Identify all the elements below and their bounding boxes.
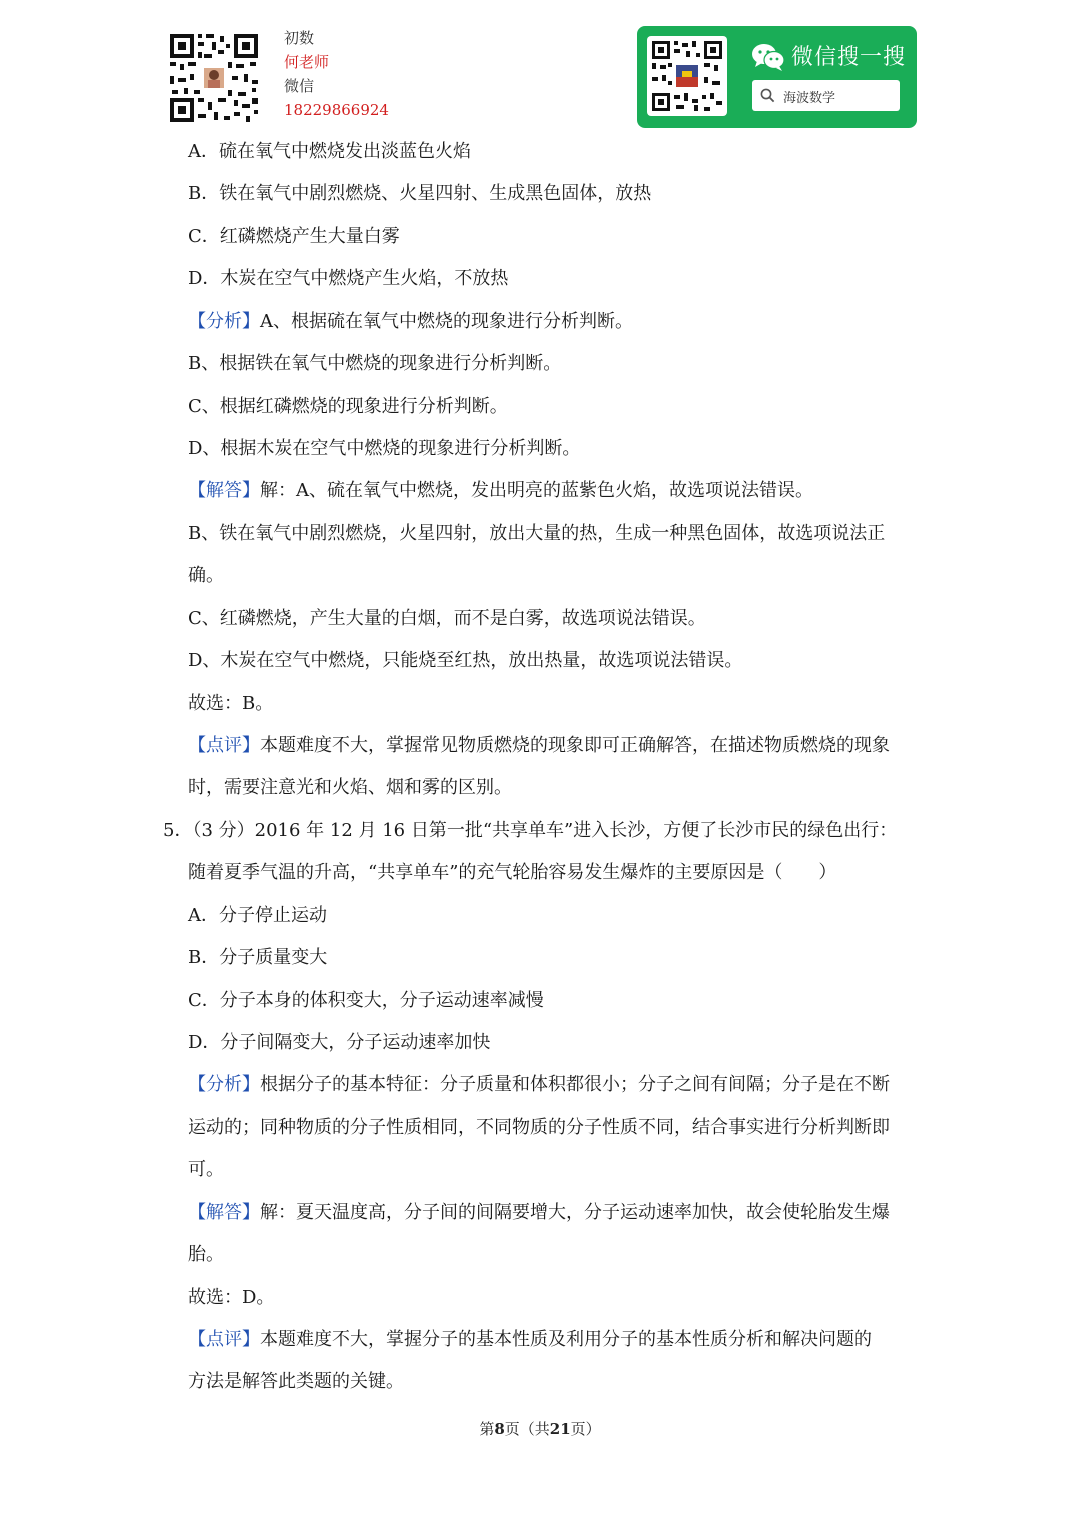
text-line <box>188 1158 224 1182</box>
text-line <box>188 989 544 1013</box>
text-line <box>188 1031 490 1055</box>
line-text: B、根据铁在氧气中燃烧的现象进行分析判断。 <box>188 353 562 374</box>
line-text: 故选：D。 <box>188 1287 275 1308</box>
section-tag: 【分析】 <box>188 1074 260 1095</box>
line-text: 解：夏天温度高，分子间的间隔要增大，分子运动速率加快，故会使轮胎发生爆 <box>260 1202 890 1223</box>
page-total: 21 <box>549 1420 571 1438</box>
line-text: C．红磷燃烧产生大量白雾 <box>188 226 400 247</box>
text-line <box>163 819 897 843</box>
text-line <box>188 649 742 673</box>
line-text: 确。 <box>188 565 224 586</box>
section-tag: 【点评】 <box>188 1329 260 1350</box>
text-line <box>188 946 327 970</box>
text-line <box>188 1116 890 1140</box>
line-text: 运动的；同种物质的分子性质相同，不同物质的分子性质不同，结合事实进行分析判断即 <box>188 1117 890 1138</box>
line-text: 随着夏季气温的升高，“共享单车”的充气轮胎容易发生爆炸的主要原因是（ ） <box>188 862 837 883</box>
line-text: A．分子停止运动 <box>188 905 327 926</box>
text-line <box>188 1201 890 1225</box>
line-text: 本题难度不大，掌握分子的基本性质及利用分子的基本性质分析和解决问题的 <box>260 1329 872 1350</box>
text-line <box>188 861 836 885</box>
text-line <box>188 692 273 716</box>
contact-wechat-label: 微信 <box>284 77 315 95</box>
text-line <box>188 479 813 503</box>
text-line <box>188 310 633 334</box>
section-tag: 【分析】 <box>188 311 260 332</box>
line-text: D．木炭在空气中燃烧产生火焰，不放热 <box>188 268 509 289</box>
text-line <box>188 607 706 631</box>
line-text: 胎。 <box>188 1244 224 1265</box>
line-text: 故选：B。 <box>188 693 274 714</box>
text-line <box>188 1328 872 1352</box>
footer-mid: 页（共 <box>504 1420 550 1438</box>
text-line <box>188 564 224 588</box>
section-tag: 【点评】 <box>188 735 260 756</box>
text-line <box>188 1073 890 1097</box>
text-line <box>188 225 400 249</box>
line-text: B．分子质量变大 <box>188 947 328 968</box>
page-footer <box>0 1418 1080 1439</box>
page-number: 8 <box>494 1420 505 1438</box>
text-line <box>188 522 885 546</box>
text-line <box>188 267 508 291</box>
wechat-search-title: 微信搜一搜 <box>791 45 907 70</box>
line-text: C、根据红磷燃烧的现象进行分析判断。 <box>188 396 508 417</box>
footer-prefix: 第 <box>479 1420 495 1438</box>
footer-suffix: 页） <box>570 1420 601 1438</box>
line-text: 时，需要注意光和火焰、烟和雾的区别。 <box>188 777 512 798</box>
text-line <box>188 1286 274 1310</box>
line-text: A．硫在氧气中燃烧发出淡蓝色火焰 <box>188 141 471 162</box>
text-line <box>188 734 890 758</box>
wechat-search-text: 海波数学 <box>783 91 836 106</box>
line-text: C．分子本身的体积变大，分子运动速率减慢 <box>188 990 544 1011</box>
line-text: D、根据木炭在空气中燃烧的现象进行分析判断。 <box>188 438 581 459</box>
text-line <box>188 140 471 164</box>
text-line <box>188 1243 224 1267</box>
text-line <box>188 776 512 800</box>
section-tag: 【解答】 <box>188 1202 260 1223</box>
line-text: D、木炭在空气中燃烧，只能烧至红热，放出热量，故选项说法错误。 <box>188 650 743 671</box>
line-text: 可。 <box>188 1159 224 1180</box>
text-line <box>188 1370 404 1394</box>
contact-teacher: 何老师 <box>284 53 330 71</box>
contact-subject: 初数 <box>284 29 315 47</box>
line-text: D．分子间隔变大，分子运动速率加快 <box>188 1032 491 1053</box>
text-line <box>188 395 508 419</box>
line-text: A、根据硫在氧气中燃烧的现象进行分析判断。 <box>260 311 633 332</box>
text-line <box>188 352 561 376</box>
line-text: 5．（3 分）2016 年 12 月 16 日第一批“共享单车”进入长沙，方便了长沙市民的绿色出行： <box>163 820 898 841</box>
text-line <box>188 904 327 928</box>
section-tag: 【解答】 <box>188 480 260 501</box>
text-line <box>188 182 651 206</box>
line-text: B、铁在氧气中剧烈燃烧，火星四射，放出大量的热，生成一种黑色固体，故选项说法正 <box>188 523 886 544</box>
line-text: 方法是解答此类题的关键。 <box>188 1371 404 1392</box>
contact-phone: 18229866924 <box>284 101 389 119</box>
line-text: 解：A、硫在氧气中燃烧，发出明亮的蓝紫色火焰，故选项说法错误。 <box>260 480 813 501</box>
line-text: 本题难度不大，掌握常见物质燃烧的现象即可正确解答，在描述物质燃烧的现象 <box>260 735 890 756</box>
line-text: B．铁在氧气中剧烈燃烧、火星四射、生成黑色固体，放热 <box>188 183 652 204</box>
text-line <box>188 437 580 461</box>
line-text: 根据分子的基本特征：分子质量和体积都很小；分子之间有间隔；分子是在不断 <box>260 1074 890 1095</box>
line-text: C、红磷燃烧，产生大量的白烟，而不是白雾，故选项说法错误。 <box>188 608 706 629</box>
